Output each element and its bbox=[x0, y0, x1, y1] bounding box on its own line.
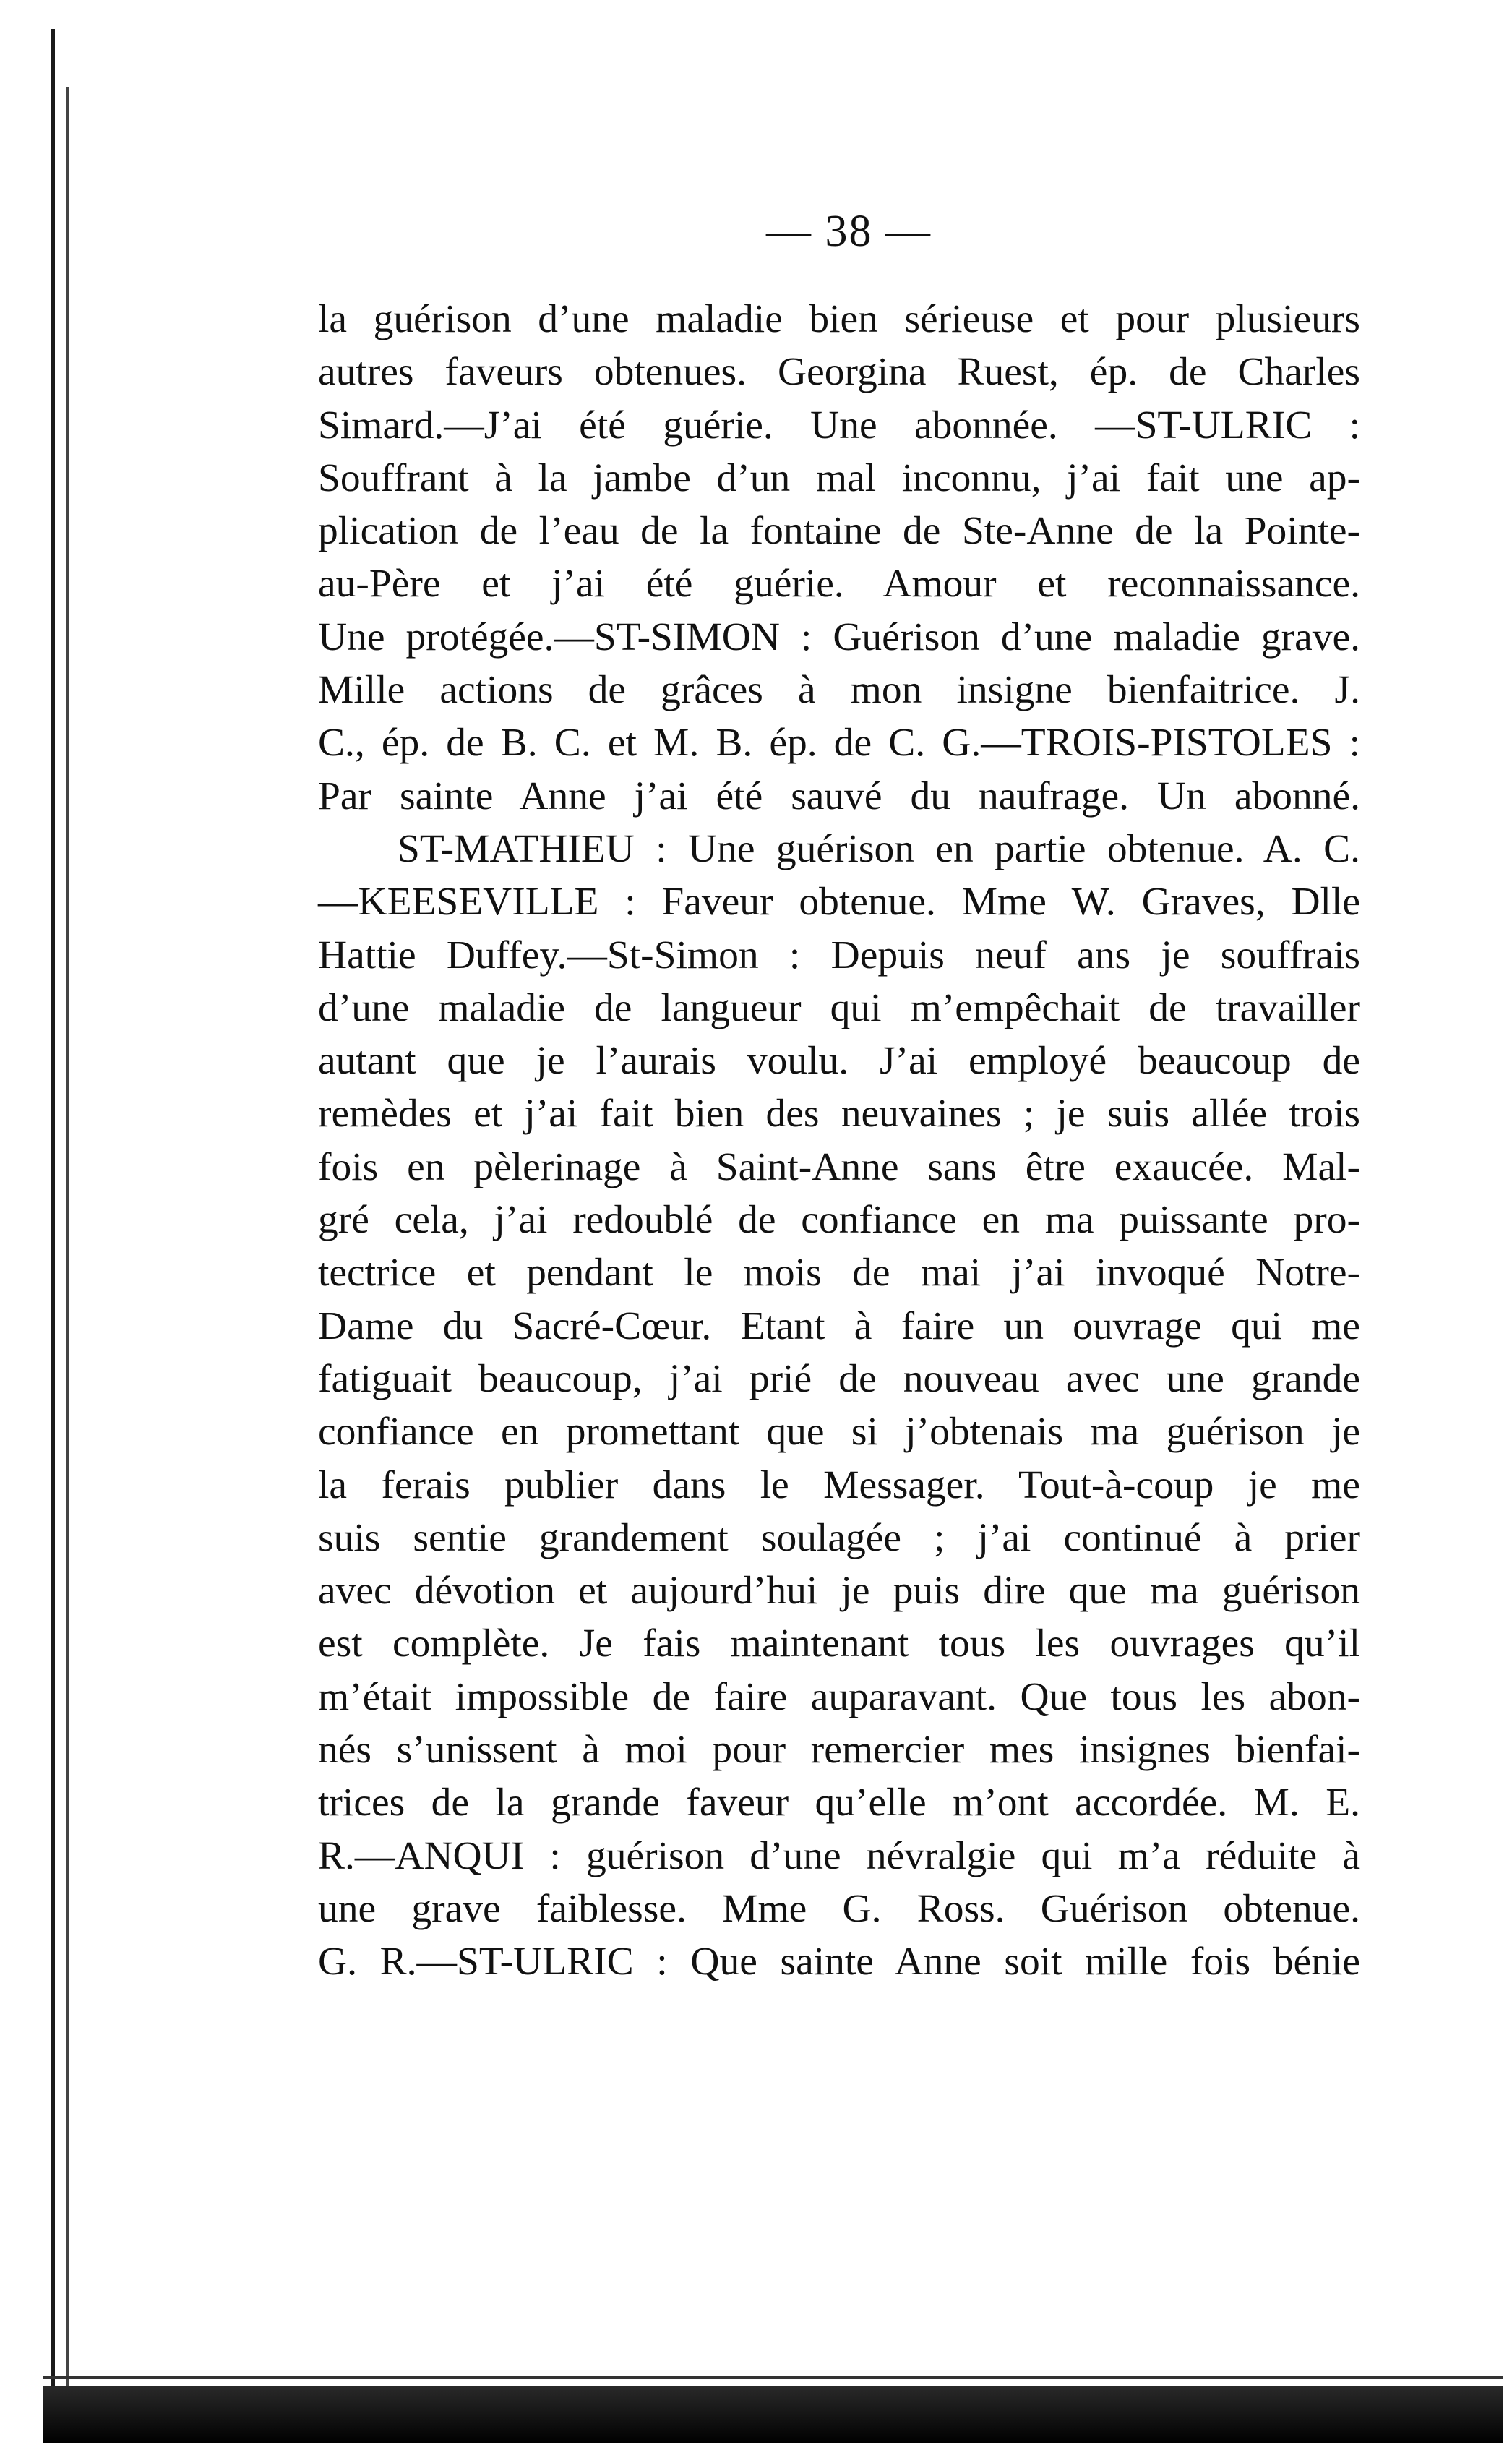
scan-left-edge bbox=[51, 29, 55, 2415]
text-line: est complète. Je fais maintenant tous les ouvrages qu’il bbox=[318, 1622, 1360, 1666]
text-line: Par sainte Anne j’ai été sauvé du naufrage. Un abonné. bbox=[318, 774, 1360, 818]
page-number: — 38 — bbox=[766, 207, 932, 256]
text-line: plication de l’eau de la fontaine de Ste-Anne de la Pointe- bbox=[318, 509, 1360, 554]
text-line: fatiguait beaucoup, j’ai prié de nouveau avec une grande bbox=[318, 1356, 1360, 1401]
text-line: Dame du Sacré-Cœur. Etant à faire un ouvrage qui me bbox=[318, 1303, 1360, 1348]
text-line: la ferais publier dans le Messager. Tout-à-coup je me bbox=[318, 1462, 1360, 1507]
text-line: R.—ANQUI : guérison d’une névralgie qui m’a réduite à bbox=[318, 1833, 1360, 1878]
text-line: la guérison d’une maladie bien sérieuse et pour plusieurs bbox=[318, 297, 1360, 341]
text-line: suis sentie grandement soulagée ; j’ai continué à prier bbox=[318, 1515, 1360, 1560]
text-line: fois en pèlerinage à Saint-Anne sans être exaucée. Mal- bbox=[318, 1144, 1360, 1189]
text-line: nés s’unissent à moi pour remercier mes insignes bienfai- bbox=[318, 1728, 1360, 1773]
text-line: autres faveurs obtenues. Georgina Ruest, ép. de Charles bbox=[318, 350, 1360, 395]
scan-bottom-rule bbox=[43, 2376, 1503, 2379]
text-line: d’une maladie de langueur qui m’empêchait de travailler bbox=[318, 985, 1360, 1030]
text-line: avec dévotion et aujourd’hui je puis dire que ma guérison bbox=[318, 1569, 1360, 1614]
text-line: —KEESEVILLE : Faveur obtenue. Mme W. Graves, Dlle bbox=[318, 880, 1360, 925]
text-line: Simard.—J’ai été guérie. Une abonnée. —ST-ULRIC : bbox=[318, 403, 1360, 447]
text-line: autant que je l’aurais voulu. J’ai employé beaucoup de bbox=[318, 1039, 1360, 1084]
text-line: tectrice et pendant le mois de mai j’ai invoqué Notre- bbox=[318, 1251, 1360, 1295]
scan-left-edge-shadow bbox=[66, 87, 69, 2400]
text-line: ST-MATHIEU : Une guérison en partie obtenue. A. C. bbox=[398, 826, 1360, 871]
text-line: m’était impossible de faire auparavant. Que tous les abon- bbox=[318, 1674, 1360, 1719]
scan-bottom-band bbox=[43, 2386, 1503, 2443]
text-line: G. R.—ST-ULRIC : Que sainte Anne soit mille fois bénie bbox=[318, 1940, 1360, 1984]
text-line: une grave faiblesse. Mme G. Ross. Guérison obtenue. bbox=[318, 1886, 1360, 1931]
text-line: C., ép. de B. C. et M. B. ép. de C. G.—TROIS-PISTOLES : bbox=[318, 721, 1360, 766]
text-line: Une protégée.—ST-SIMON : Guérison d’une maladie grave. bbox=[318, 614, 1360, 659]
text-line: Mille actions de grâces à mon insigne bienfaitrice. J. bbox=[318, 668, 1360, 713]
text-line: remèdes et j’ai fait bien des neuvaines ; je suis allée trois bbox=[318, 1092, 1360, 1136]
body-text bbox=[318, 293, 1360, 1989]
text-line: au-Père et j’ai été guérie. Amour et reconnaissance. bbox=[318, 562, 1360, 607]
text-line: confiance en promettant que si j’obtenais ma guérison je bbox=[318, 1410, 1360, 1455]
text-line: trices de la grande faveur qu’elle m’ont accordée. M. E. bbox=[318, 1781, 1360, 1825]
text-line: Souffrant à la jambe d’un mal inconnu, j’ai fait une ap- bbox=[318, 455, 1360, 500]
text-line: Hattie Duffey.—St-Simon : Depuis neuf ans je souffrais bbox=[318, 933, 1360, 977]
text-line: gré cela, j’ai redoublé de confiance en ma puissante pro- bbox=[318, 1198, 1360, 1243]
